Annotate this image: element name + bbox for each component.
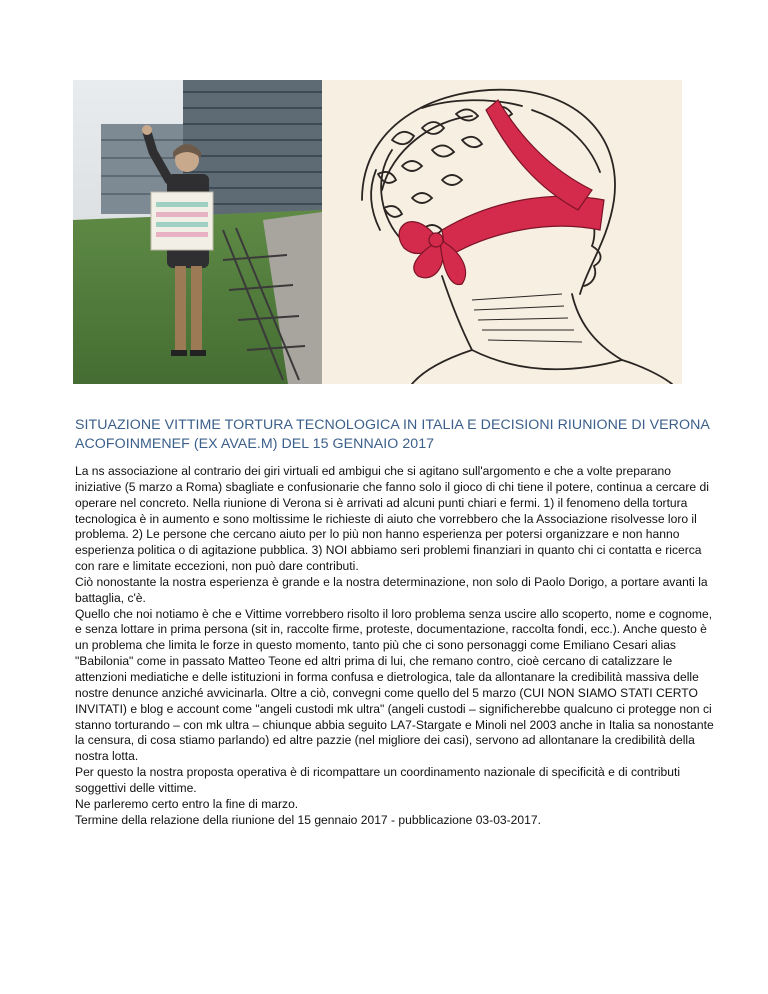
paragraph: Per questo la nostra proposta operativa è di ricompattare un coordinamento nazionale di specificità e di contributi soggettivi delle vittime. (75, 765, 681, 795)
paragraph: Ne parleremo certo entro la fine di marzo. (75, 796, 299, 811)
paragraph: Termine della relazione della riunione del 15 gennaio 2017 - pubblicazione 03-03-2017. (75, 812, 541, 827)
paragraph: Ciò nonostante la nostra esperienza è grande e la nostra determinazione, non solo di Paolo Dorigo, a portare avanti la battaglia, c'è. (75, 574, 708, 605)
paragraph: La ns associazione al contrario dei giri virtuali ed ambigui che si agitano sull'argomento e che a volte preparano iniziative (5 marzo a Roma) sbagliate e confusionarie che fanno solo il gioco di chi tiene il potere, continua a cercare di operare nel concreto. Nella riunione di Verona si è arrivati ad alcuni punti chiari e fermi. 1) il fenomeno della tortura tecnologica è in aumento e sono moltissime le richieste di aiuto che vorrebbero che la Associazione risolvesse loro il problema. 2) Le persone che cercano aiuto per lo più non hanno esperienza per potersi organizzare e non hanno esperienza politica o di agitazione pubblica. 3) NOI abbiamo seri problemi finanziari in quanto chi ci contatta e ricerca con rare e limitate eccezioni, non può dare contributi. (75, 464, 709, 574)
paragraph: Quello che noi notiamo è che e Vittime vorrebbero risolto il loro problema senza uscire allo scoperto, nome e cognome, e senza lottare in prima persona (sit in, raccolte firme, proteste, documentazione, raccolta fondi, ecc.). Anche questo è un problema che limita le forze in questo momento, tanto più che ci sono personaggi come Emiliano Cesari alias "Babilonia" come in passato Matteo Teone ed altri prima di lui, che remano contro, cioè cercano di catalizzare le attenzioni mediatiche e delle istituzioni in forma confusa e dietrologica, tale da allontanare la credibilità massiva delle nostre denunce anziché avvicinarla. Oltre a ciò, convegni come quello del 5 marzo (CUI NON SIAMO STATI CERTO INVITATI) e blog e account come "angeli custodi mk ultra" (angeli custodi – significherebbe qualcuno ci protegge non ci stanno torturando – con mk ultra – chiunque abbia seguito LA7-Stargate e Minoli nel 2003 anche in Italia sa nonostante la censura, di cosa stiamo parlando) ed altre pazzie (nel migliore dei casi), servono ad allontanare la credibilità della nostra lotta. (75, 606, 714, 764)
article-title: SITUAZIONE VITTIME TORTURA TECNOLOGICA IN ITALIA E DECISIONI RIUNIONE DI VERONA ACOFOINMENEF (EX AVAE.M) DEL 15 GENNAIO 2017 (75, 417, 710, 452)
blindfolded-bust-illustration (322, 80, 682, 384)
article-body (75, 464, 715, 828)
protester-photo (73, 80, 322, 384)
